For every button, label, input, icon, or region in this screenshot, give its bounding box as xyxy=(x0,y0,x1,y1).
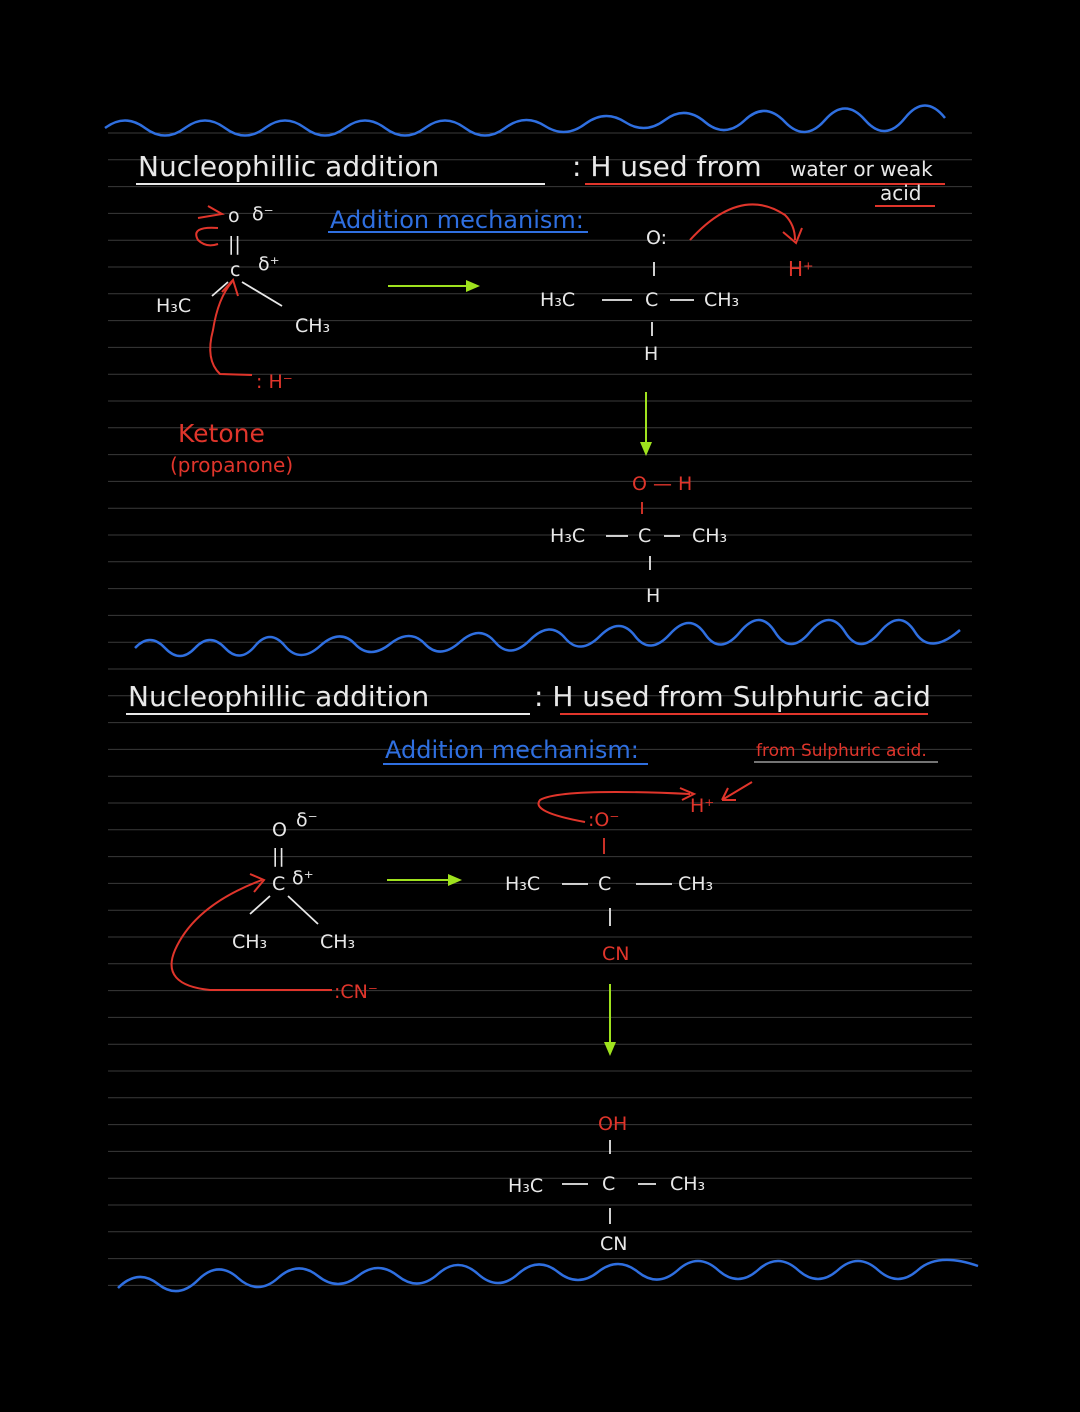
p2-h3c: H₃C xyxy=(508,1175,544,1197)
i1-oxygen: O: xyxy=(646,227,668,249)
i2-hplus: H⁺ xyxy=(690,795,715,817)
p2-carbon: C xyxy=(602,1173,616,1195)
compound-name: Ketone xyxy=(178,419,265,448)
p1-carbon: C xyxy=(638,525,652,547)
wavy-divider-bottom xyxy=(118,1260,978,1291)
r2-delta-plus: δ⁺ xyxy=(292,867,314,889)
r1-electron-arrow-top xyxy=(196,228,218,246)
compound-subname: (propanone) xyxy=(170,453,294,477)
section1-title: Nucleophillic addition xyxy=(138,150,440,183)
p2-ch3: CH₃ xyxy=(670,1173,706,1195)
r2-ch3-right: CH₃ xyxy=(320,931,356,953)
r1-hydride: : H⁻ xyxy=(256,371,293,393)
i2-ch3: CH₃ xyxy=(678,873,714,895)
p2-cyano: CN xyxy=(600,1233,628,1255)
i1-proton-arrowhead xyxy=(783,228,802,243)
down-arrowhead-1 xyxy=(640,442,652,456)
section1-subtitle-note: water or weak xyxy=(790,157,933,181)
section1-subtitle-note2: acid xyxy=(880,181,922,205)
i2-cyano: CN xyxy=(602,943,630,965)
p1-hydroxyl: O — H xyxy=(632,473,693,495)
wavy-divider-middle xyxy=(135,620,960,656)
section2-subtitle: : H used from Sulphuric acid xyxy=(534,680,931,713)
p1-hydrogen: H xyxy=(646,585,661,607)
r1-carbon: c xyxy=(230,259,241,281)
section2-title: Nucleophillic addition xyxy=(128,680,430,713)
reaction-arrowhead-1 xyxy=(466,280,480,292)
r1-delta-plus: δ⁺ xyxy=(258,253,280,275)
i2-source-arrow xyxy=(722,782,752,800)
wavy-divider-top xyxy=(105,106,945,136)
r2-oxygen: O xyxy=(272,819,287,841)
i1-hplus: H⁺ xyxy=(788,257,814,281)
r2-cyanide: :CN⁻ xyxy=(334,981,378,1003)
p1-h3c: H₃C xyxy=(550,525,586,547)
r1-oxygen: o xyxy=(228,205,240,227)
r1-double-bond: || xyxy=(228,233,241,255)
r1-delta-minus: δ⁻ xyxy=(252,203,274,225)
p1-ch3: CH₃ xyxy=(692,525,728,547)
r2-delta-minus: δ⁻ xyxy=(296,809,318,831)
i2-carbon: C xyxy=(598,873,612,895)
section2-mechanism-label: Addition mechanism: xyxy=(385,736,639,764)
reaction-arrowhead-2 xyxy=(448,874,462,886)
r2-ch3-left: CH₃ xyxy=(232,931,268,953)
r1-h3c: H₃C xyxy=(156,295,192,317)
r1-arrowhead-top xyxy=(198,206,222,218)
i1-h3c: H₃C xyxy=(540,289,576,311)
i2-oxygen: :O⁻ xyxy=(588,809,620,831)
r2-double-bond: || xyxy=(272,845,285,867)
r1-ch3: CH₃ xyxy=(295,315,331,337)
p2-hydroxyl: OH xyxy=(598,1113,628,1135)
section2-hplus-note: from Sulphuric acid. xyxy=(756,741,927,761)
section1-mechanism-label: Addition mechanism: xyxy=(330,206,584,234)
i2-h3c: H₃C xyxy=(505,873,541,895)
down-arrowhead-2 xyxy=(604,1042,616,1056)
r1-electron-arrow-bottom xyxy=(210,282,252,375)
r2-carbon: C xyxy=(272,873,286,895)
section1-subtitle: : H used from xyxy=(572,150,762,183)
i1-ch3: CH₃ xyxy=(704,289,740,311)
i1-carbon: C xyxy=(645,289,659,311)
r2-bond-left xyxy=(250,896,270,914)
i1-hydrogen: H xyxy=(644,343,659,365)
i1-proton-arrow xyxy=(690,204,795,240)
